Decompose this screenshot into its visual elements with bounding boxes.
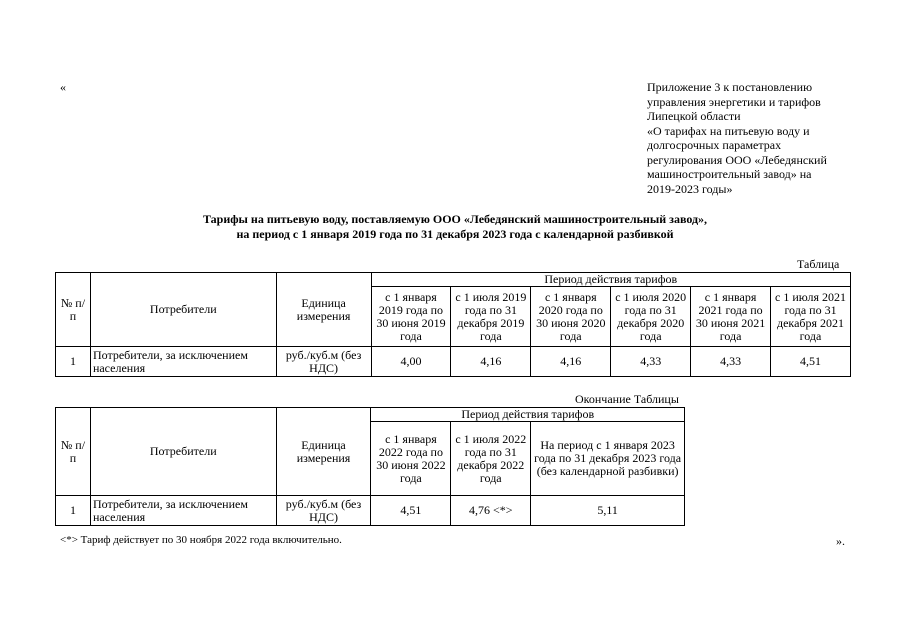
- closing-quote: ».: [836, 534, 845, 548]
- tariff-value: 4,33: [691, 347, 771, 377]
- appendix-line: долгосрочных параметрах: [647, 138, 782, 152]
- appendix-line: управления энергетики и тарифов: [647, 94, 821, 109]
- tariff-table-1: [55, 272, 851, 377]
- col-header-consumers: Потребители: [90, 273, 276, 347]
- period-cell: На период с 1 января 2023 года по 31 декабря 2023 года (без календарной разбивки): [531, 422, 685, 496]
- period-cell: с 1 июля 2019 года по 31 декабря 2019 года: [451, 287, 531, 347]
- period-cell: с 1 июля 2021 года по 31 декабря 2021 года: [771, 287, 851, 347]
- footnote: <*> Тариф действует по 30 ноября 2022 года включительно.: [60, 534, 342, 546]
- appendix-line: регулирования ООО «Лебедянский: [647, 152, 827, 167]
- tariff-value: 5,11: [531, 496, 685, 526]
- tariff-value: 4,00: [371, 347, 451, 377]
- title-line-1: Тарифы на питьевую воду, поставляемую ООО «Лебедянский машиностроительный завод»,: [202, 212, 708, 226]
- col-header-unit: Единица измерения: [276, 273, 371, 347]
- appendix-line: 2019-2023 годы»: [647, 181, 733, 196]
- row-number: 1: [56, 347, 91, 377]
- tariff-value: 4,51: [371, 496, 451, 526]
- period-cell: с 1 июля 2020 года по 31 декабря 2020 года: [611, 287, 691, 347]
- title-line-2: на период с 1 января 2019 года по 31 декабря 2023 года с календарной разбивкой: [236, 227, 674, 241]
- col-header-consumers: Потребители: [90, 408, 276, 496]
- col-header-unit: Единица измерения: [276, 408, 371, 496]
- table1-caption: Таблица: [797, 257, 840, 271]
- appendix-line: машиностроительный завод» на: [647, 167, 812, 181]
- unit-cell: руб./куб.м (без НДС): [276, 496, 371, 526]
- period-cell: с 1 января 2022 года по 30 июня 2022 года: [371, 422, 451, 496]
- period-cell: с 1 января 2019 года по 30 июня 2019 года: [371, 287, 451, 347]
- unit-cell: руб./куб.м (без НДС): [276, 347, 371, 377]
- document-title: [120, 212, 790, 242]
- period-header: Период действия тарифов: [371, 408, 685, 422]
- tariff-value: 4,16: [531, 347, 611, 377]
- tariff-value: 4,51: [771, 347, 851, 377]
- period-cell: с 1 июля 2022 года по 31 декабря 2022 года: [451, 422, 531, 496]
- consumer-cell: Потребители, за исключением населения: [90, 496, 276, 526]
- row-number: 1: [56, 496, 91, 526]
- appendix-note: [647, 80, 877, 196]
- consumer-cell: Потребители, за исключением населения: [90, 347, 276, 377]
- table-row: [56, 496, 685, 526]
- col-header-no: № п/п: [56, 408, 91, 496]
- appendix-line: Липецкой области: [647, 109, 741, 123]
- opening-quote: «: [60, 80, 66, 94]
- appendix-line: Приложение 3 к постановлению: [647, 80, 813, 94]
- tariff-value: 4,16: [451, 347, 531, 377]
- table2-caption: Окончание Таблицы: [575, 392, 679, 406]
- tariff-table-2: [55, 407, 685, 526]
- period-cell: с 1 января 2021 года по 30 июня 2021 года: [691, 287, 771, 347]
- col-header-no: № п/п: [56, 273, 91, 347]
- period-cell: с 1 января 2020 года по 30 июня 2020 года: [531, 287, 611, 347]
- tariff-value: 4,33: [611, 347, 691, 377]
- period-header: Период действия тарифов: [371, 273, 850, 287]
- tariff-value: 4,76 <*>: [451, 496, 531, 526]
- appendix-line: «О тарифах на питьевую воду и: [647, 123, 810, 138]
- table-row: [56, 347, 851, 377]
